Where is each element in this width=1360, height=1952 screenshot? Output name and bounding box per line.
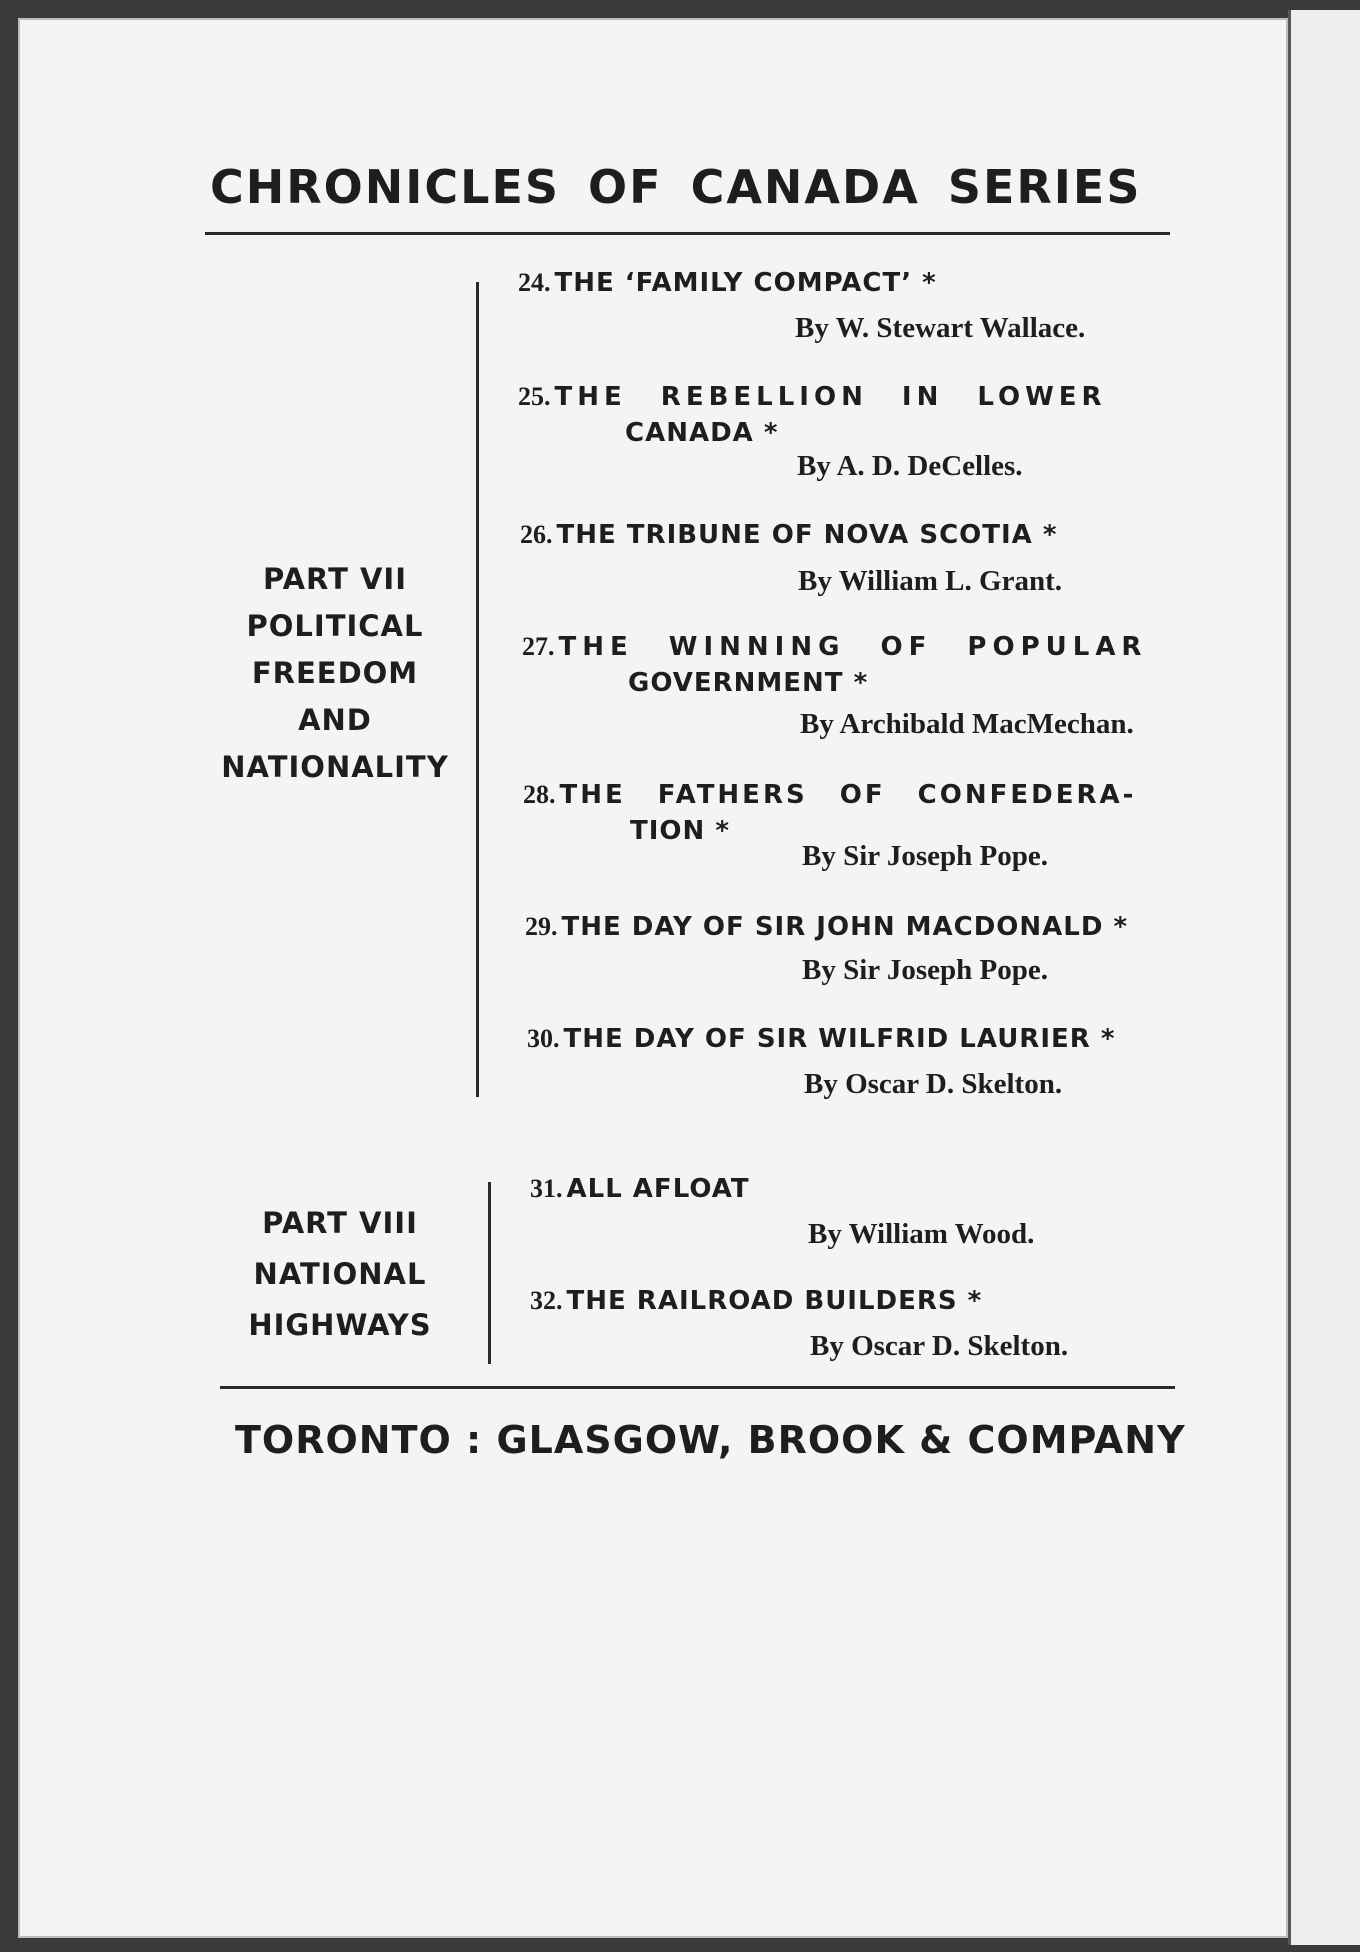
part-viii-line: NATIONAL — [253, 1257, 427, 1291]
part-vii-line: AND — [298, 703, 372, 737]
entry-29-title — [525, 912, 1128, 942]
part-viii-label — [205, 1198, 475, 1351]
entry-title-continued: CANADA * — [625, 418, 779, 448]
part-vii-divider — [476, 282, 479, 1097]
entry-32-title — [530, 1286, 982, 1316]
entry-number: 31. — [530, 1174, 563, 1203]
entry-26-author: By William L. Grant. — [798, 565, 1062, 597]
part-vii-number: PART VII — [263, 562, 407, 596]
entry-28-title — [523, 780, 1136, 810]
footer-rule — [220, 1386, 1175, 1389]
entry-number: 30. — [527, 1024, 560, 1053]
entry-title: THE FATHERS OF CONFEDERA- — [559, 780, 1137, 810]
entry-number: 25. — [518, 382, 551, 411]
book-page — [18, 18, 1288, 1938]
entry-25-author: By A. D. DeCelles. — [797, 450, 1023, 482]
entry-title: THE TRIBUNE OF NOVA SCOTIA * — [556, 520, 1058, 550]
entry-25-title-cont — [625, 418, 778, 448]
entry-title: THE WINNING OF POPULAR — [558, 632, 1148, 662]
entry-title: ALL AFLOAT — [566, 1174, 750, 1204]
part-viii-divider — [488, 1182, 491, 1364]
entry-title: THE DAY OF SIR JOHN MACDONALD * — [561, 912, 1129, 942]
entry-title: THE ‘FAMILY COMPACT’ * — [554, 268, 937, 298]
part-vii-label — [200, 556, 470, 791]
entry-28-author: By Sir Joseph Pope. — [802, 840, 1049, 872]
facing-page-edge — [1288, 10, 1360, 1945]
entry-24-author: By W. Stewart Wallace. — [795, 312, 1086, 344]
entry-number: 27. — [522, 632, 555, 661]
entry-24-title — [518, 268, 937, 298]
entry-number: 29. — [525, 912, 558, 941]
entry-title: THE REBELLION IN LOWER — [554, 382, 1107, 412]
entry-30-author: By Oscar D. Skelton. — [804, 1068, 1063, 1100]
entry-30-title — [527, 1024, 1115, 1054]
entry-26-title — [520, 520, 1057, 550]
entry-title: THE RAILROAD BUILDERS * — [566, 1286, 983, 1316]
series-title: CHRONICLES OF CANADA SERIES — [210, 160, 1142, 214]
entry-title-continued: TION * — [630, 816, 730, 846]
part-vii-line: POLITICAL — [246, 609, 424, 643]
entry-28-title-cont — [630, 816, 730, 846]
entry-27-author: By Archibald MacMechan. — [800, 708, 1134, 740]
publisher-imprint: TORONTO : GLASGOW, BROOK & COMPANY — [235, 1418, 1186, 1462]
title-rule — [205, 232, 1170, 235]
entry-title: THE DAY OF SIR WILFRID LAURIER * — [563, 1024, 1116, 1054]
part-vii-line: NATIONALITY — [221, 750, 449, 784]
entry-31-author: By William Wood. — [808, 1218, 1035, 1250]
entry-29-author: By Sir Joseph Pope. — [802, 954, 1049, 986]
entry-27-title — [522, 632, 1147, 662]
entry-number: 32. — [530, 1286, 563, 1315]
entry-number: 26. — [520, 520, 553, 549]
entry-number: 24. — [518, 268, 551, 297]
entry-27-title-cont — [628, 668, 868, 698]
part-viii-line: HIGHWAYS — [248, 1308, 432, 1342]
entry-title-continued: GOVERNMENT * — [628, 668, 869, 698]
entry-31-title — [530, 1174, 750, 1204]
part-vii-line: FREEDOM — [251, 656, 419, 690]
entry-32-author: By Oscar D. Skelton. — [810, 1330, 1069, 1362]
part-viii-number: PART VIII — [262, 1206, 418, 1240]
entry-number: 28. — [523, 780, 556, 809]
entry-25-title — [518, 382, 1107, 412]
